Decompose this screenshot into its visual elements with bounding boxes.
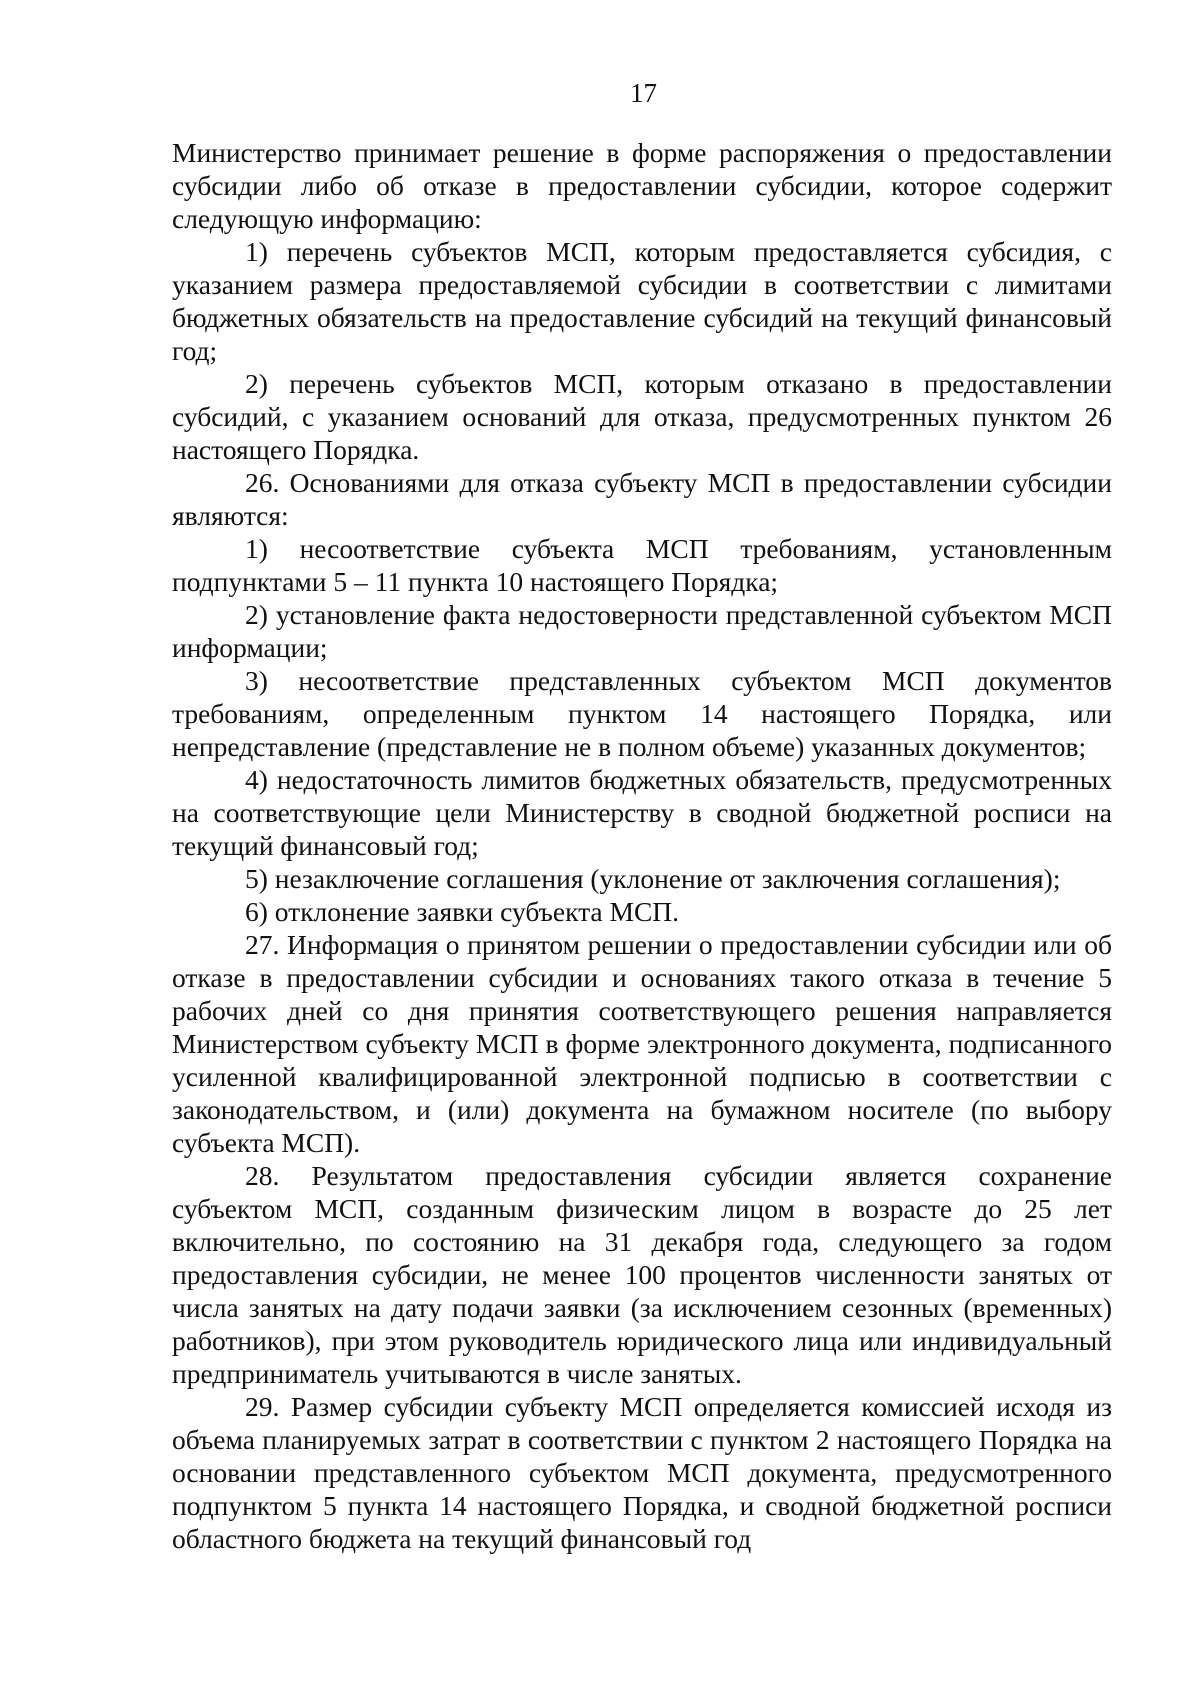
paragraph: 4) недостаточность лимитов бюджетных обязательств, предусмотренных на соответствующие цели Министерству в сводной бюджетной росписи на текущий финансовый год; <box>172 764 1112 861</box>
paragraph: 1) несоответствие субъекта МСП требованиям, установленным подпунктами 5 – 11 пункта 10 настоящего Порядка; <box>172 533 1112 597</box>
page-number: 17 <box>630 78 657 108</box>
paragraph: 2) установление факта недостоверности представленной субъектом МСП информации; <box>172 599 1112 663</box>
paragraph: Министерство принимает решение в форме распоряжения о предоставлении субсидии либо об отказе в предоставлении субсидии, которое содержит следующую информацию: <box>172 137 1112 234</box>
paragraph: 2) перечень субъектов МСП, которым отказано в предоставлении субсидий, с указанием оснований для отказа, предусмотренных пунктом 26 настоящего Порядка. <box>172 368 1112 465</box>
paragraph: 5) незаключение соглашения (уклонение от заключения соглашения); <box>245 863 1061 894</box>
paragraph: 28. Результатом предоставления субсидии является сохранение субъектом МСП, созданным физическим лицом в возрасте до 25 лет включительно, по состоянию на 31 декабря года, следующего за годом предоставления субсидии, не менее 100 процентов численности занятых от числа занятых на дату подачи заявки (за исключением сезонных (временных) работников), при этом руководитель юридического лица или индивидуальный предприниматель учитываются в числе занятых. <box>172 1160 1112 1389</box>
document-body <box>172 136 1112 1555</box>
paragraph: 3) несоответствие представленных субъектом МСП документов требованиям, определенным пунктом 14 настоящего Порядка, или непредставление (представление не в полном объеме) указанных документов; <box>172 665 1112 762</box>
paragraph: 1) перечень субъектов МСП, которым предоставляется субсидия, с указанием размера предоставляемой субсидии в соответствии с лимитами бюджетных обязательств на предоставление субсидий на текущий финансовый год; <box>172 236 1112 366</box>
paragraph: 27. Информация о принятом решении о предоставлении субсидии или об отказе в предоставлении субсидии и основаниях такого отказа в течение 5 рабочих дней со дня принятия соответствующего решения направляется Министерством субъекту МСП в форме электронного документа, подписанного усиленной квалифицированной электронной подписью в соответствии с законодательством, и (или) документа на бумажном носителе (по выбору субъекта МСП). <box>172 929 1112 1158</box>
paragraph: 6) отклонение заявки субъекта МСП. <box>245 896 680 927</box>
paragraph: 29. Размер субсидии субъекту МСП определяется комиссией исходя из объема планируемых затрат в соответствии с пунктом 2 настоящего Порядка на основании представленного субъектом МСП документа, предусмотренного подпунктом 5 пункта 14 настоящего Порядка, и сводной бюджетной росписи областного бюджета на текущий финансовый год <box>172 1391 1112 1554</box>
paragraph: 26. Основаниями для отказа субъекту МСП в предоставлении субсидии являются: <box>172 467 1112 531</box>
